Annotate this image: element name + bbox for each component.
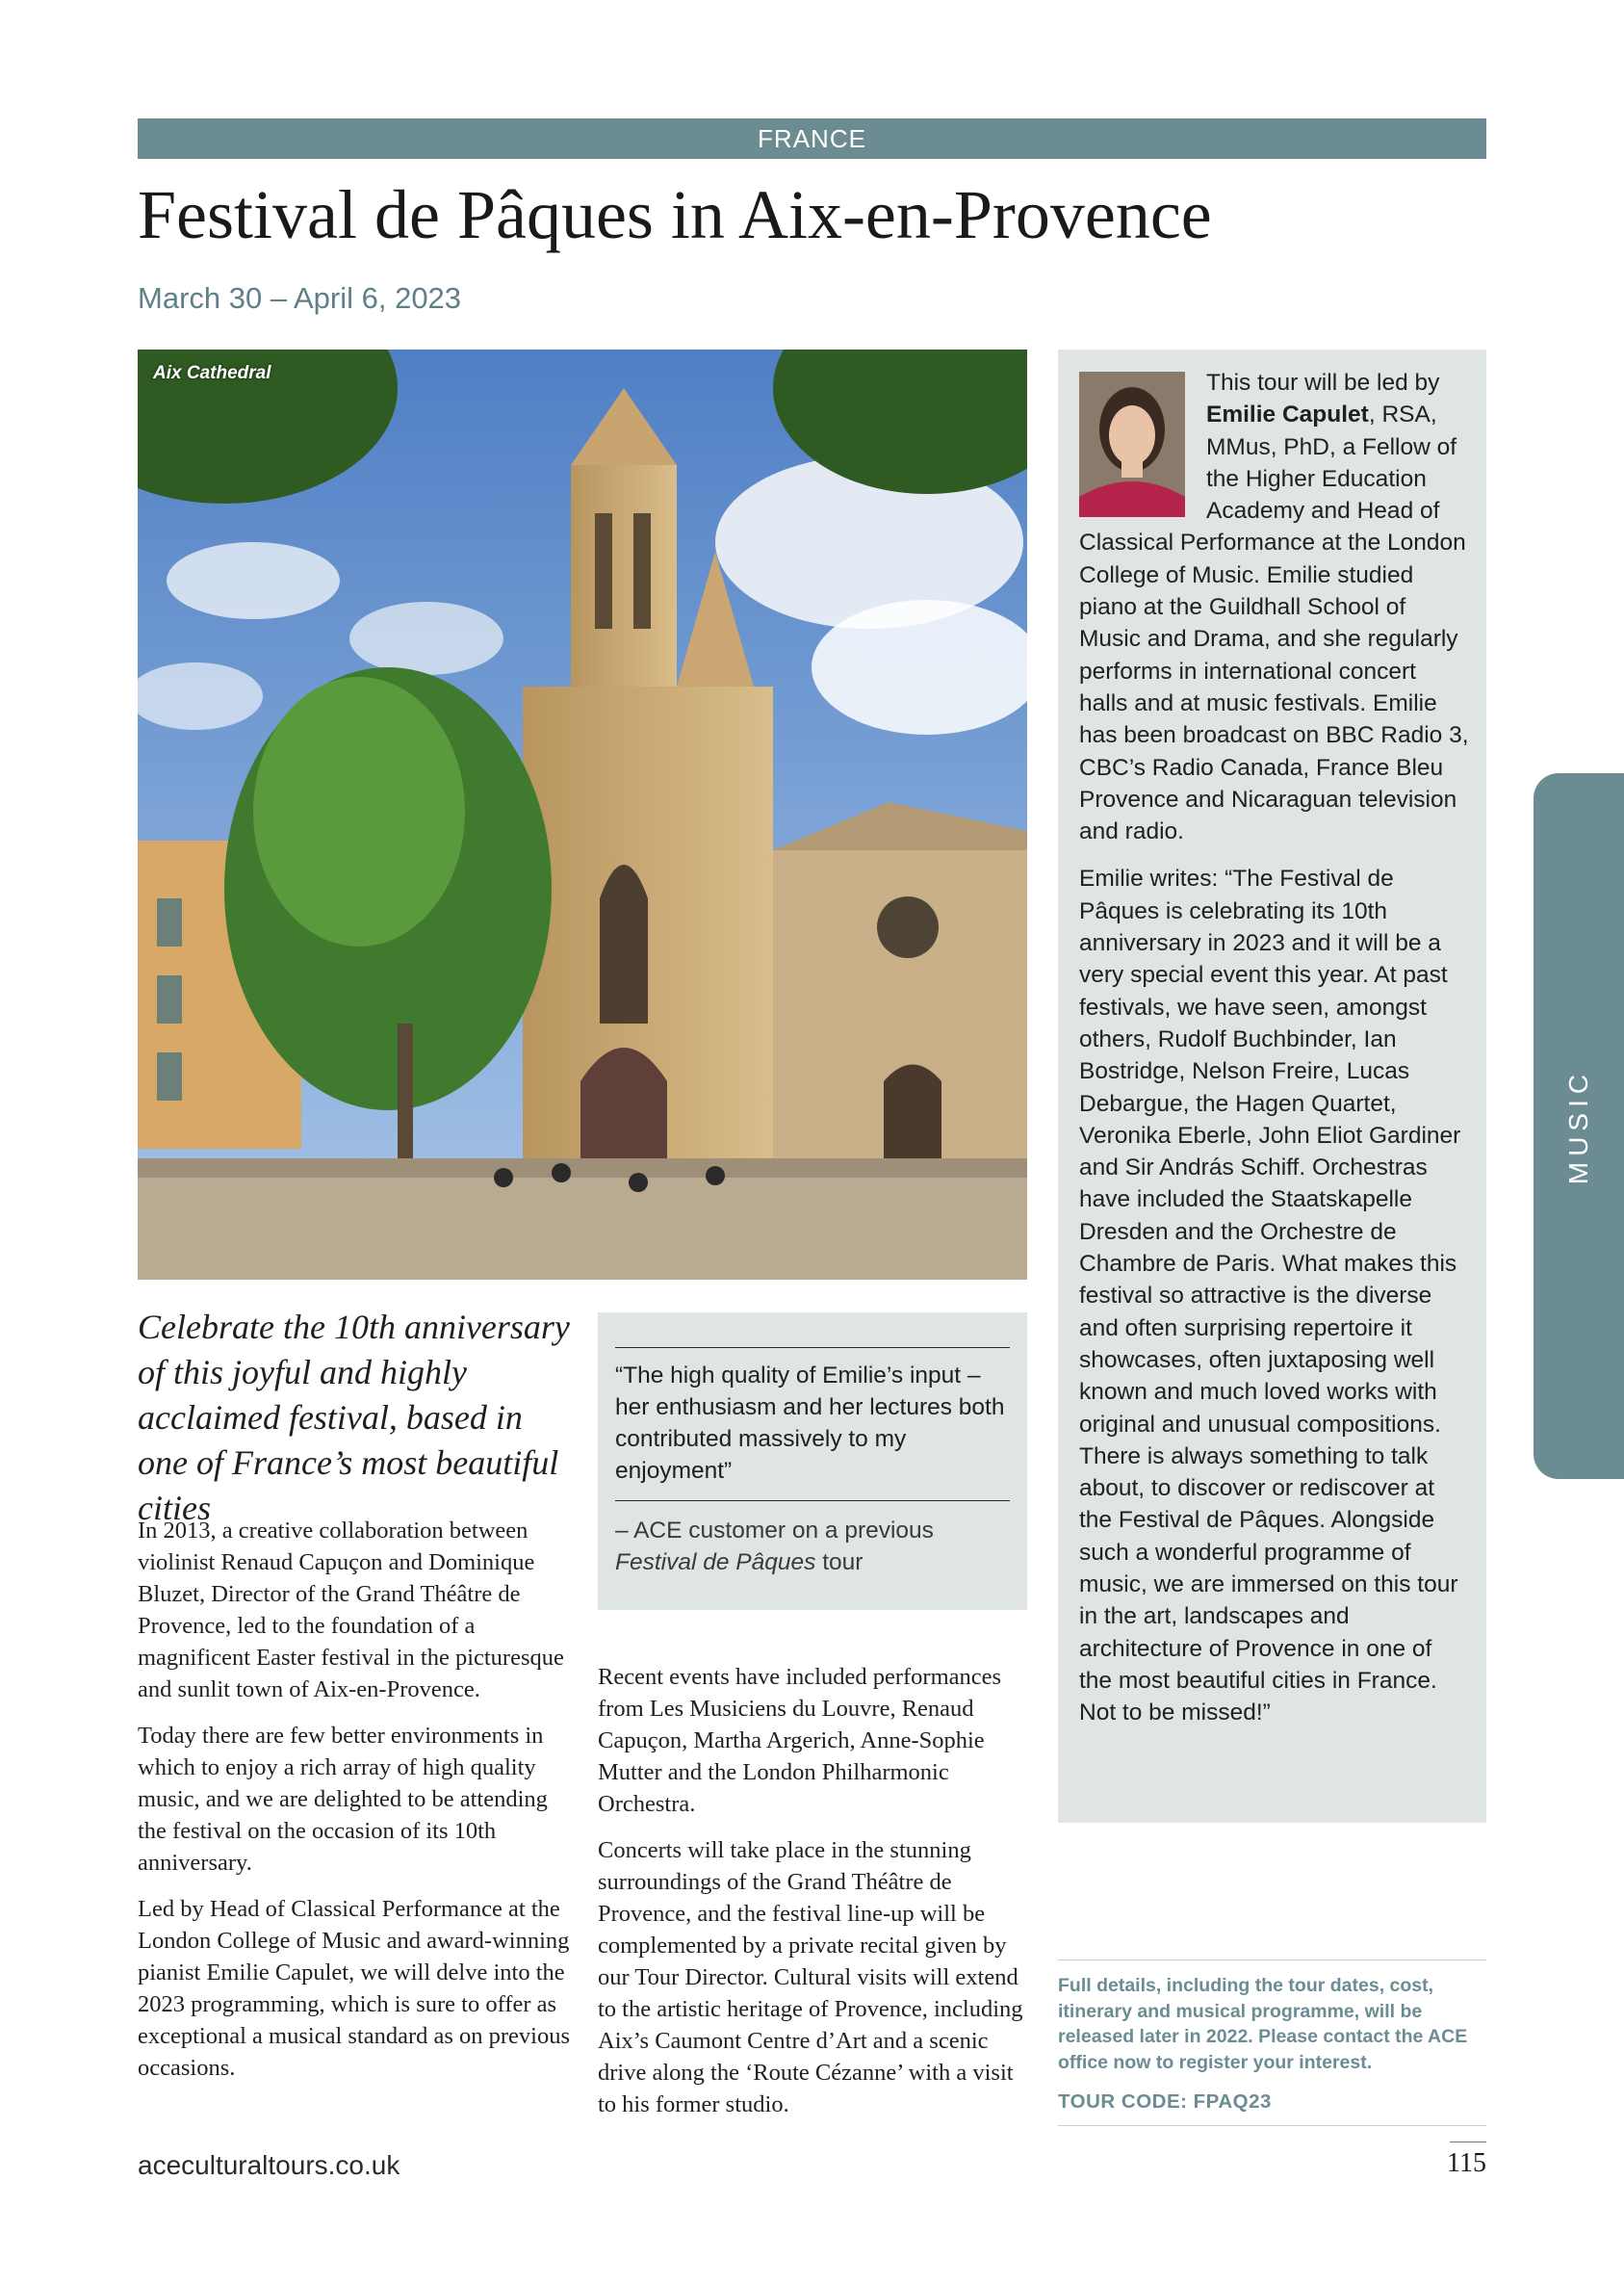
body-paragraph: Led by Head of Classical Performance at the London College of Music and award-winning pianist Emilie Capulet, we will delve into the 2023 programming, which is sure to offer as exceptional a musical standard as on previous occasions.	[138, 1896, 571, 2081]
photo-caption: Aix Cathedral	[153, 363, 271, 383]
body-paragraph: Recent events have included performances from Les Musiciens du Louvre, Renaud Capuçon, Martha Argerich, Anne-Sophie Mutter and the London Philharmonic Orchestra.	[598, 1664, 1002, 1817]
body-middle-column	[598, 1661, 1027, 2135]
divider	[1058, 2125, 1486, 2126]
cathedral-illustration	[138, 350, 1027, 1280]
attribution-prefix: – ACE customer on a previous	[615, 1518, 934, 1544]
section-banner: FRANCE	[138, 118, 1486, 159]
music-section-tab: MUSIC	[1534, 773, 1624, 1479]
tour-details-note: Full details, including the tour dates, cost, itinerary and musical programme, will be released later in 2022. Please contact the ACE office now to register your interest.	[1058, 1975, 1468, 2073]
body-paragraph: Concerts will take place in the stunning surroundings of the Grand Théâtre de Provence, and the festival line-up will be complemented by a private recital given by our Tour Director. Cultural visits will extend to the artistic heritage of Provence, including Aix’s Caumont Centre d’Art and a scenic drive along the ‘Route Cézanne’ with a visit to his former studio.	[598, 1837, 1023, 2117]
body-left-column	[138, 1515, 573, 2098]
cathedral-photo	[138, 350, 1027, 1280]
attribution-suffix: tour	[822, 1549, 864, 1575]
divider	[1450, 2141, 1486, 2142]
leader-quote: Emilie writes: “The Festival de Pâques is celebrating its 10th anniversary in 2023 and it will be a very special event this year. At past festivals, we have seen, amongst others, Rudolf Buchbinder, Ian Bostridge, Nelson Freire, Lucas Debargue, the Hagen Quartet, Veronika Eberle, John Eliot Gardiner and Sir András Schiff. Orchestras have included the Staatskapelle Dresden and the Orchestre de Chambre de Paris. What makes this festival so attractive is the diverse and often surprising repertoire it showcases, often juxtaposing well known and much loved works with original and unusual compositions. There is always something to talk about, to discover or rediscover at the Festival de Pâques. Alongside such a wonderful programme of music, we are immersed on this tour in the art, landscapes and architecture of Provence in one of the most beautiful cities in France. Not to be missed!”	[1079, 866, 1461, 1726]
lead-paragraph: Celebrate the 10th anniversary of this joyful and highly acclaimed festival, based in one of France’s most beautiful cities	[138, 1308, 570, 1527]
tour-dates: March 30 – April 6, 2023	[138, 281, 462, 315]
page-number: 115	[1447, 2148, 1486, 2178]
portrait-illustration	[1079, 372, 1185, 517]
website-footer: aceculturaltours.co.uk	[138, 2150, 400, 2180]
page-title: Festival de Pâques in Aix-en-Provence	[138, 176, 1212, 253]
quote-attribution	[615, 1501, 1010, 1578]
body-paragraph: In 2013, a creative collaboration between violinist Renaud Capuçon and Dominique Bluzet, Director of the Grand Théâtre de Provence, led to the foundation of a magnificent Easter festival in the picturesque and sunlit town of Aix-en-Provence.	[138, 1518, 564, 1702]
customer-quote-box	[598, 1312, 1027, 1610]
body-paragraph: Today there are few better environments in which to enjoy a rich array of high quality music, and we are delighted to be attending the festival on the occasion of its 10th anniversary.	[138, 1723, 548, 1876]
tour-code: TOUR CODE: FPAQ23	[1058, 2090, 1272, 2113]
leader-portrait	[1079, 372, 1185, 517]
tour-leader-sidebar	[1058, 350, 1486, 1823]
leader-intro: This tour will be led by Emilie Capulet, RSA, MMus, PhD, a Fellow of the Higher Education Academy and Head of Classical Performance at the London College of Music. Emilie studied piano at the Guildhall School of Music and Drama, and she regularly performs in international concert halls and at music festivals. Emilie has been broadcast on BBC Radio 3, CBC’s Radio Canada, France Bleu Provence and Nicaraguan television and radio.	[1079, 370, 1469, 845]
quote-text: “The high quality of Emilie’s input – her enthusiasm and her lectures both contributed massively to my enjoyment”	[615, 1363, 1005, 1484]
leader-name: Emilie Capulet	[1206, 402, 1369, 428]
attribution-title: Festival de Pâques	[615, 1549, 816, 1575]
